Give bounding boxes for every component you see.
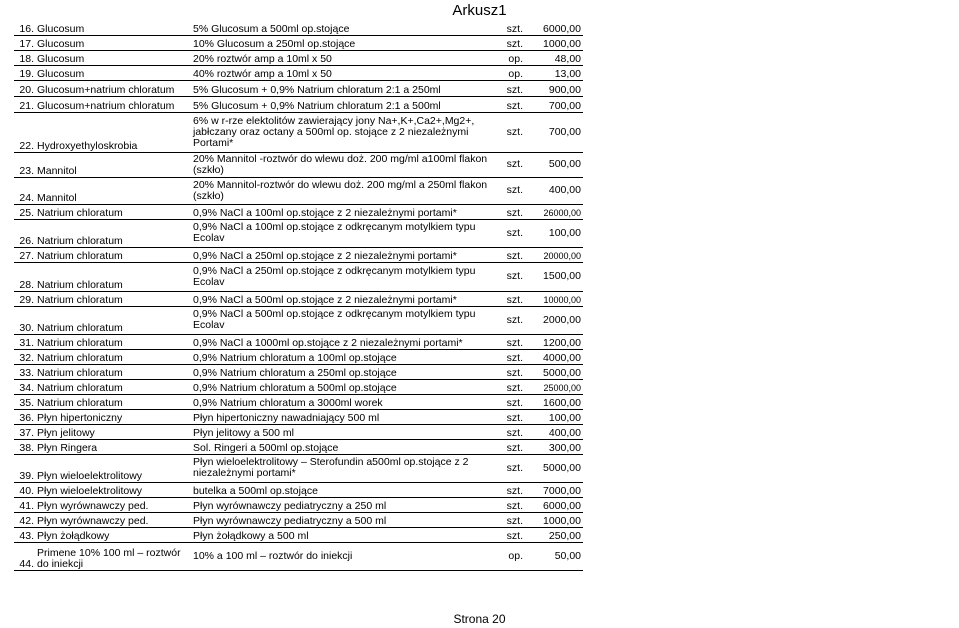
table-row <box>14 409 583 424</box>
table-row <box>14 177 583 204</box>
unit: szt. <box>491 96 525 112</box>
table-row <box>14 439 583 454</box>
product-description: 20% Mannitol -roztwór do wlewu doż. 200 mg/ml a100ml flakon (szkło) <box>191 152 491 177</box>
table-row <box>14 291 583 306</box>
table-row <box>14 262 583 291</box>
product-description: 20% roztwór amp a 10ml x 50 <box>191 50 491 65</box>
product-description: Płyn wyrównawczy pediatryczny a 500 ml <box>191 512 491 527</box>
product-description: 5% Glucosum a 500ml op.stojące <box>191 20 491 35</box>
product-description: Płyn hipertoniczny nawadniający 500 ml <box>191 409 491 424</box>
product-description: Płyn wieloelektrolitowy – Sterofundin a500ml op.stojące z 2 niezależnymi portami* <box>191 454 491 482</box>
quantity: 13,00 <box>525 65 583 80</box>
unit: szt. <box>491 512 525 527</box>
unit: szt. <box>491 424 525 439</box>
row-number: 34. <box>14 379 35 394</box>
quantity: 10000,00 <box>525 291 583 306</box>
unit: szt. <box>491 219 525 247</box>
table-row <box>14 247 583 262</box>
unit: szt. <box>491 306 525 334</box>
product-name: Płyn wieloelektrolitowy <box>35 454 191 482</box>
row-number: 21. <box>14 96 35 112</box>
quantity: 6000,00 <box>525 20 583 35</box>
row-number: 26. <box>14 219 35 247</box>
row-number: 32. <box>14 349 35 364</box>
unit: szt. <box>491 291 525 306</box>
product-description: 0,9% NaCl a 500ml op.stojące z odkręcanym motylkiem typu Ecolav <box>191 306 491 334</box>
unit: szt. <box>491 152 525 177</box>
product-name: Płyn Ringera <box>35 439 191 454</box>
quantity: 6000,00 <box>525 497 583 512</box>
product-name: Płyn żołądkowy <box>35 527 191 542</box>
quantity: 700,00 <box>525 96 583 112</box>
product-name: Natrium chloratum <box>35 394 191 409</box>
quantity: 1000,00 <box>525 512 583 527</box>
row-number: 40. <box>14 482 35 497</box>
table-row <box>14 35 583 50</box>
product-description: 0,9% NaCl a 100ml op.stojące z odkręcanym motylkiem typu Ecolav <box>191 219 491 247</box>
product-name: Natrium chloratum <box>35 247 191 262</box>
quantity: 7000,00 <box>525 482 583 497</box>
table-row <box>14 512 583 527</box>
table-row <box>14 152 583 177</box>
unit: szt. <box>491 20 525 35</box>
product-description: Płyn jelitowy a 500 ml <box>191 424 491 439</box>
unit: szt. <box>491 482 525 497</box>
quantity: 400,00 <box>525 424 583 439</box>
row-number: 28. <box>14 262 35 291</box>
unit: szt. <box>491 497 525 512</box>
product-description: Sol. Ringeri a 500ml op.stojące <box>191 439 491 454</box>
product-description: 40% roztwór amp a 10ml x 50 <box>191 65 491 80</box>
row-number: 36. <box>14 409 35 424</box>
unit: szt. <box>491 409 525 424</box>
quantity: 100,00 <box>525 409 583 424</box>
table-row <box>14 394 583 409</box>
table-row <box>14 80 583 96</box>
product-name: Glucosum+natrium chloratum <box>35 80 191 96</box>
row-number: 27. <box>14 247 35 262</box>
quantity: 700,00 <box>525 112 583 152</box>
product-description: Płyn żołądkowy a 500 ml <box>191 527 491 542</box>
quantity: 5000,00 <box>525 454 583 482</box>
product-name: Natrium chloratum <box>35 364 191 379</box>
unit: op. <box>491 542 525 570</box>
product-description: butelka a 500ml op.stojące <box>191 482 491 497</box>
table-body <box>14 20 583 570</box>
unit: szt. <box>491 439 525 454</box>
row-number: 43. <box>14 527 35 542</box>
row-number: 35. <box>14 394 35 409</box>
unit: szt. <box>491 35 525 50</box>
row-number: 42. <box>14 512 35 527</box>
product-description: Płyn wyrównawczy pediatryczny a 250 ml <box>191 497 491 512</box>
quantity: 20000,00 <box>525 247 583 262</box>
product-name: Płyn wyrównawczy ped. <box>35 497 191 512</box>
table-row <box>14 542 583 570</box>
product-name: Natrium chloratum <box>35 204 191 219</box>
unit: szt. <box>491 204 525 219</box>
unit: szt. <box>491 334 525 349</box>
quantity: 100,00 <box>525 219 583 247</box>
table-row <box>14 204 583 219</box>
quantity: 50,00 <box>525 542 583 570</box>
product-name: Płyn wyrównawczy ped. <box>35 512 191 527</box>
product-description: 0,9% NaCl a 500ml op.stojące z 2 niezależnymi portami* <box>191 291 491 306</box>
unit: szt. <box>491 262 525 291</box>
row-number: 41. <box>14 497 35 512</box>
table-row <box>14 20 583 35</box>
unit: szt. <box>491 394 525 409</box>
product-description: 0,9% Natrium chloratum a 500ml op.stojące <box>191 379 491 394</box>
table-row <box>14 454 583 482</box>
product-name: Natrium chloratum <box>35 291 191 306</box>
unit: szt. <box>491 364 525 379</box>
quantity: 300,00 <box>525 439 583 454</box>
product-name: Płyn hipertoniczny <box>35 409 191 424</box>
row-number: 39. <box>14 454 35 482</box>
product-name: Natrium chloratum <box>35 306 191 334</box>
product-name: Natrium chloratum <box>35 379 191 394</box>
product-name: Primene 10% 100 ml – roztwór do iniekcji <box>35 542 191 570</box>
unit: szt. <box>491 349 525 364</box>
price-table <box>14 20 583 571</box>
table-row <box>14 50 583 65</box>
product-name: Mannitol <box>35 152 191 177</box>
quantity: 900,00 <box>525 80 583 96</box>
quantity: 1500,00 <box>525 262 583 291</box>
product-name: Mannitol <box>35 177 191 204</box>
product-name: Glucosum <box>35 20 191 35</box>
product-name: Natrium chloratum <box>35 219 191 247</box>
page-footer: Strona 20 <box>453 612 506 626</box>
quantity: 500,00 <box>525 152 583 177</box>
product-name: Płyn wieloelektrolitowy <box>35 482 191 497</box>
table-row <box>14 219 583 247</box>
quantity: 26000,00 <box>525 204 583 219</box>
row-number: 25. <box>14 204 35 219</box>
row-number: 20. <box>14 80 35 96</box>
table-row <box>14 96 583 112</box>
quantity: 250,00 <box>525 527 583 542</box>
table-row <box>14 334 583 349</box>
quantity: 1200,00 <box>525 334 583 349</box>
sheet-title: Arkusz1 <box>452 2 507 19</box>
unit: szt. <box>491 177 525 204</box>
row-number: 29. <box>14 291 35 306</box>
product-name: Natrium chloratum <box>35 349 191 364</box>
product-description: 0,9% Natrium chloratum a 100ml op.stojące <box>191 349 491 364</box>
unit: szt. <box>491 454 525 482</box>
table-row <box>14 112 583 152</box>
product-description: 5% Glucosum + 0,9% Natrium chloratum 2:1 a 250ml <box>191 80 491 96</box>
product-description: 6% w r-rze elektolitów zawierający jony Na+,K+,Ca2+,Mg2+, jabłczany oraz octany a 500ml op. stojące z 2 niezależnymi Portami* <box>191 112 491 152</box>
product-description: 5% Glucosum + 0,9% Natrium chloratum 2:1 a 500ml <box>191 96 491 112</box>
row-number: 18. <box>14 50 35 65</box>
row-number: 19. <box>14 65 35 80</box>
product-description: 0,9% NaCl a 250ml op.stojące z odkręcanym motylkiem typu Ecolav <box>191 262 491 291</box>
product-name: Hydroxyethyloskrobia <box>35 112 191 152</box>
unit: op. <box>491 65 525 80</box>
row-number: 22. <box>14 112 35 152</box>
row-number: 17. <box>14 35 35 50</box>
table-row <box>14 527 583 542</box>
product-description: 10% a 100 ml – roztwór do iniekcji <box>191 542 491 570</box>
unit: szt. <box>491 527 525 542</box>
row-number: 37. <box>14 424 35 439</box>
product-name: Natrium chloratum <box>35 262 191 291</box>
quantity: 400,00 <box>525 177 583 204</box>
table-row <box>14 424 583 439</box>
table-row <box>14 349 583 364</box>
unit: szt. <box>491 112 525 152</box>
row-number: 33. <box>14 364 35 379</box>
quantity: 1600,00 <box>525 394 583 409</box>
quantity: 25000,00 <box>525 379 583 394</box>
product-description: 20% Mannitol-roztwór do wlewu doż. 200 mg/ml a 250ml flakon (szkło) <box>191 177 491 204</box>
product-description: 10% Glucosum a 250ml op.stojące <box>191 35 491 50</box>
table-row <box>14 379 583 394</box>
product-name: Płyn jelitowy <box>35 424 191 439</box>
table-row <box>14 497 583 512</box>
quantity: 1000,00 <box>525 35 583 50</box>
row-number: 30. <box>14 306 35 334</box>
row-number: 16. <box>14 20 35 35</box>
product-name: Glucosum <box>35 35 191 50</box>
table-row <box>14 482 583 497</box>
unit: szt. <box>491 379 525 394</box>
unit: op. <box>491 50 525 65</box>
quantity: 2000,00 <box>525 306 583 334</box>
product-name: Glucosum <box>35 50 191 65</box>
product-description: 0,9% NaCl a 250ml op.stojące z 2 niezależnymi portami* <box>191 247 491 262</box>
row-number: 44. <box>14 542 35 570</box>
quantity: 48,00 <box>525 50 583 65</box>
row-number: 31. <box>14 334 35 349</box>
product-name: Natrium chloratum <box>35 334 191 349</box>
unit: szt. <box>491 247 525 262</box>
product-name: Glucosum+natrium chloratum <box>35 96 191 112</box>
product-description: 0,9% Natrium chloratum a 250ml op.stojące <box>191 364 491 379</box>
table-row <box>14 306 583 334</box>
product-name: Glucosum <box>35 65 191 80</box>
table-row <box>14 364 583 379</box>
product-description: 0,9% NaCl a 1000ml op.stojące z 2 niezależnymi portami* <box>191 334 491 349</box>
row-number: 38. <box>14 439 35 454</box>
product-description: 0,9% Natrium chloratum a 3000ml worek <box>191 394 491 409</box>
unit: szt. <box>491 80 525 96</box>
table-row <box>14 65 583 80</box>
row-number: 23. <box>14 152 35 177</box>
quantity: 4000,00 <box>525 349 583 364</box>
product-description: 0,9% NaCl a 100ml op.stojące z 2 niezależnymi portami* <box>191 204 491 219</box>
row-number: 24. <box>14 177 35 204</box>
quantity: 5000,00 <box>525 364 583 379</box>
